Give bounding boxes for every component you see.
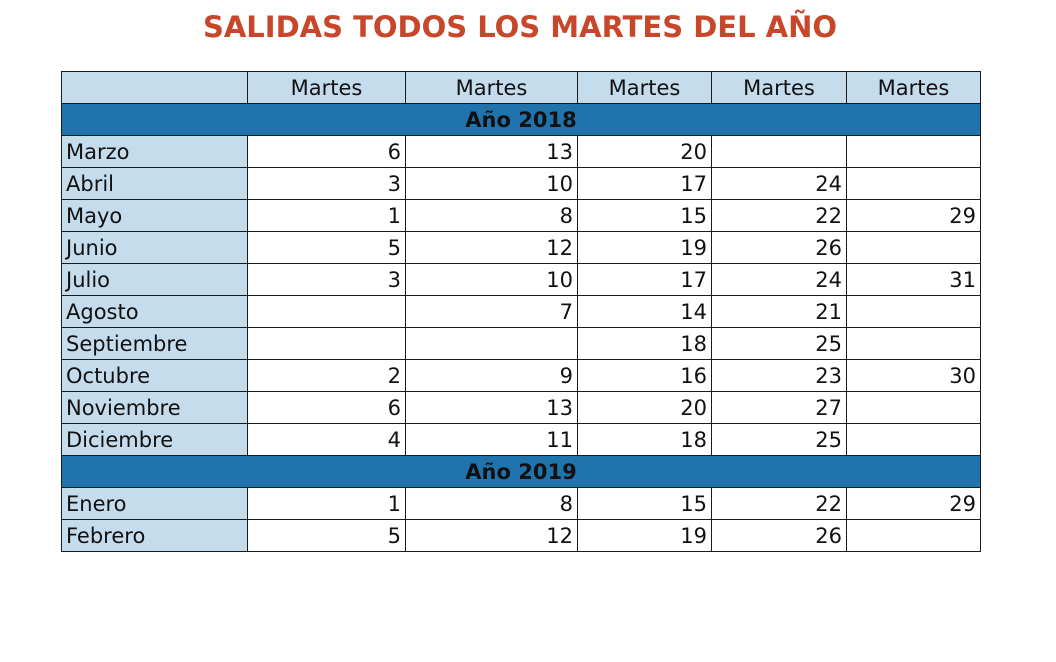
day-cell: 10	[406, 168, 578, 200]
header-corner-cell	[62, 72, 248, 104]
month-cell: Junio	[62, 232, 248, 264]
day-cell: 12	[406, 520, 578, 552]
day-cell: 30	[847, 360, 981, 392]
day-cell	[847, 296, 981, 328]
day-cell	[847, 424, 981, 456]
day-cell: 18	[578, 424, 712, 456]
header-cell: Martes	[406, 72, 578, 104]
table-row	[62, 488, 981, 520]
year-label: Año 2018	[62, 104, 981, 136]
day-cell: 7	[406, 296, 578, 328]
year-label: Año 2019	[62, 456, 981, 488]
table-row	[62, 136, 981, 168]
day-cell: 8	[406, 200, 578, 232]
table-row	[62, 264, 981, 296]
day-cell: 12	[406, 232, 578, 264]
day-cell: 8	[406, 488, 578, 520]
day-cell	[712, 136, 847, 168]
month-cell: Mayo	[62, 200, 248, 232]
header-row	[62, 72, 981, 104]
page-title: SALIDAS TODOS LOS MARTES DEL AÑO	[202, 10, 838, 44]
day-cell: 25	[712, 424, 847, 456]
day-cell: 29	[847, 200, 981, 232]
day-cell: 2	[248, 360, 406, 392]
day-cell	[847, 168, 981, 200]
month-cell: Febrero	[62, 520, 248, 552]
day-cell: 9	[406, 360, 578, 392]
month-cell: Noviembre	[62, 392, 248, 424]
day-cell	[847, 232, 981, 264]
day-cell: 27	[712, 392, 847, 424]
day-cell: 22	[712, 200, 847, 232]
table-row	[62, 168, 981, 200]
table-body	[62, 72, 981, 552]
day-cell: 15	[578, 488, 712, 520]
table-row	[62, 296, 981, 328]
year-row	[62, 104, 981, 136]
day-cell: 31	[847, 264, 981, 296]
day-cell: 3	[248, 168, 406, 200]
day-cell: 22	[712, 488, 847, 520]
month-cell: Diciembre	[62, 424, 248, 456]
day-cell: 6	[248, 136, 406, 168]
day-cell: 1	[248, 200, 406, 232]
day-cell: 11	[406, 424, 578, 456]
day-cell	[248, 328, 406, 360]
day-cell	[847, 520, 981, 552]
table-row	[62, 520, 981, 552]
day-cell: 16	[578, 360, 712, 392]
day-cell: 19	[578, 520, 712, 552]
day-cell: 23	[712, 360, 847, 392]
month-cell: Marzo	[62, 136, 248, 168]
table-row	[62, 424, 981, 456]
day-cell	[406, 328, 578, 360]
day-cell: 18	[578, 328, 712, 360]
day-cell: 24	[712, 264, 847, 296]
month-cell: Enero	[62, 488, 248, 520]
day-cell: 24	[712, 168, 847, 200]
day-cell: 14	[578, 296, 712, 328]
day-cell: 19	[578, 232, 712, 264]
month-cell: Julio	[62, 264, 248, 296]
departures-table	[61, 71, 981, 552]
day-cell	[847, 328, 981, 360]
day-cell: 17	[578, 168, 712, 200]
day-cell: 20	[578, 136, 712, 168]
month-cell: Abril	[62, 168, 248, 200]
table-row	[62, 200, 981, 232]
table-row	[62, 328, 981, 360]
day-cell: 13	[406, 392, 578, 424]
month-cell: Septiembre	[62, 328, 248, 360]
day-cell: 3	[248, 264, 406, 296]
day-cell: 1	[248, 488, 406, 520]
day-cell: 26	[712, 232, 847, 264]
day-cell: 21	[712, 296, 847, 328]
day-cell: 5	[248, 520, 406, 552]
table-row	[62, 360, 981, 392]
day-cell: 29	[847, 488, 981, 520]
header-cell: Martes	[578, 72, 712, 104]
month-cell: Octubre	[62, 360, 248, 392]
day-cell: 10	[406, 264, 578, 296]
day-cell: 25	[712, 328, 847, 360]
day-cell: 15	[578, 200, 712, 232]
day-cell	[847, 392, 981, 424]
day-cell: 20	[578, 392, 712, 424]
day-cell	[248, 296, 406, 328]
day-cell: 4	[248, 424, 406, 456]
month-cell: Agosto	[62, 296, 248, 328]
day-cell: 13	[406, 136, 578, 168]
table-row	[62, 392, 981, 424]
day-cell: 17	[578, 264, 712, 296]
day-cell	[847, 136, 981, 168]
day-cell: 5	[248, 232, 406, 264]
header-cell: Martes	[248, 72, 406, 104]
header-cell: Martes	[847, 72, 981, 104]
table-row	[62, 232, 981, 264]
header-cell: Martes	[712, 72, 847, 104]
day-cell: 6	[248, 392, 406, 424]
year-row	[62, 456, 981, 488]
day-cell: 26	[712, 520, 847, 552]
